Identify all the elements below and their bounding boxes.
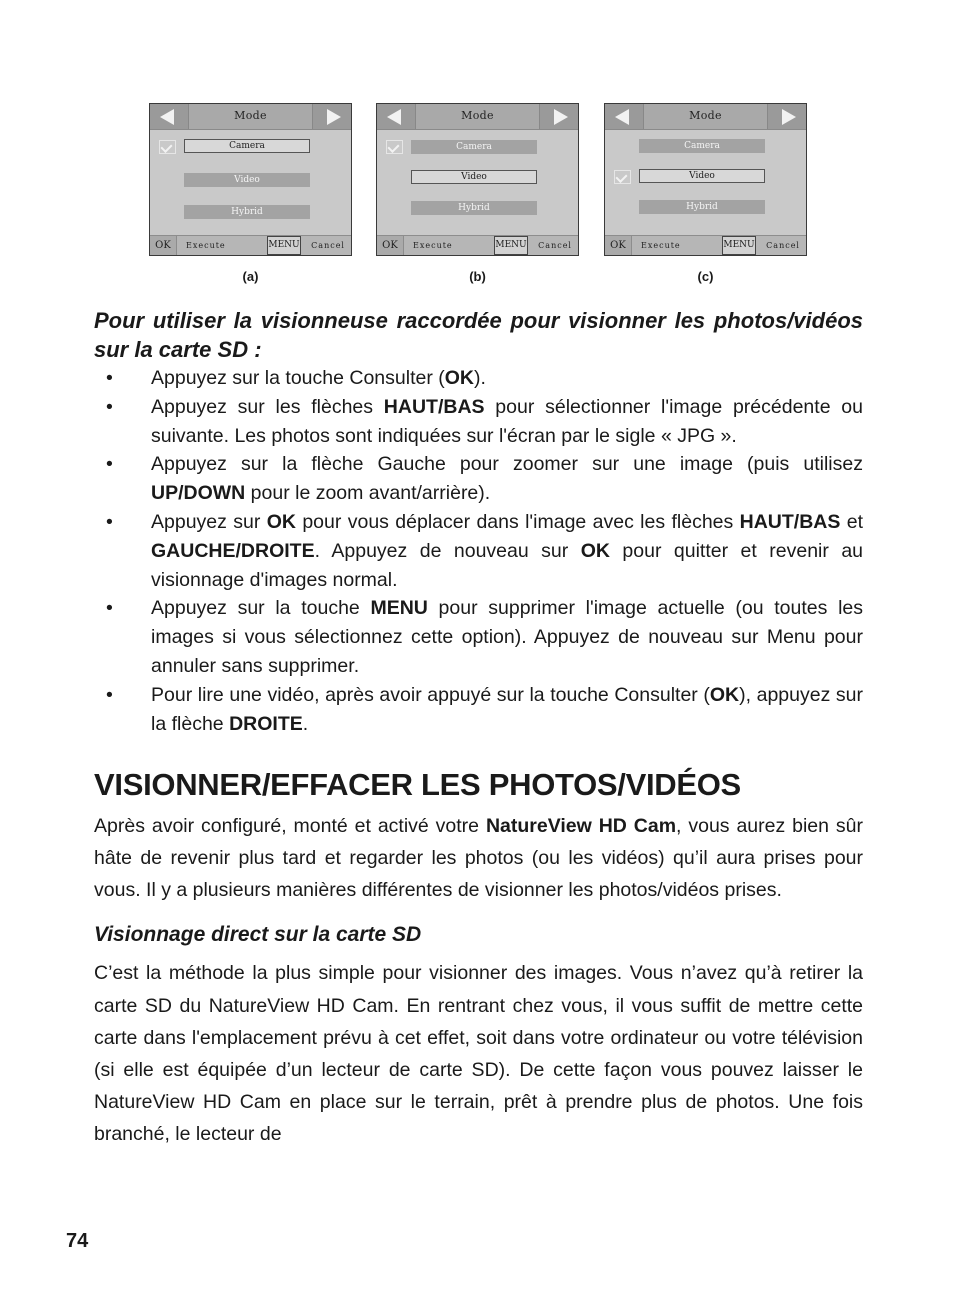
next-arrow-button[interactable]	[312, 104, 351, 129]
bullet-icon: •	[106, 510, 113, 533]
intro-paragraph	[94, 810, 863, 906]
execute-label: Execute	[413, 241, 453, 250]
mode-header	[377, 104, 578, 130]
ok-button[interactable]: OK	[150, 236, 177, 255]
prev-arrow-button[interactable]	[605, 104, 644, 129]
bold-term: HAUT/BAS	[739, 510, 841, 533]
mode-screen-c	[604, 103, 807, 256]
viewer-instructions-list	[94, 364, 863, 738]
text-run: Appuyez sur la touche	[151, 597, 371, 620]
page-content	[94, 306, 863, 1151]
next-arrow-button[interactable]	[539, 104, 578, 129]
bold-term: DROITE	[229, 712, 303, 735]
list-item	[94, 594, 863, 680]
soft-key-bar	[377, 235, 578, 255]
bold-term: OK	[580, 539, 610, 562]
checkmark-icon	[159, 140, 176, 154]
text-run: Après avoir configuré, monté et activé votre	[94, 815, 486, 838]
prev-arrow-button[interactable]	[377, 104, 416, 129]
execute-label: Execute	[641, 241, 681, 250]
list-item	[94, 508, 863, 594]
arrow-right-icon	[327, 109, 341, 125]
text-run: ).	[474, 367, 486, 389]
arrow-left-icon	[160, 109, 174, 125]
bullet-text	[151, 396, 863, 447]
list-item	[94, 450, 863, 508]
menu-button[interactable]: MENU	[267, 236, 301, 255]
cancel-label: Cancel	[538, 241, 572, 250]
figure-caption-c: (c)	[697, 269, 714, 284]
list-item	[94, 681, 863, 739]
option-hybrid[interactable]: Hybrid	[184, 205, 310, 219]
arrow-right-icon	[782, 109, 796, 125]
option-hybrid[interactable]: Hybrid	[411, 201, 537, 215]
bold-term: OK	[444, 367, 474, 389]
bold-term: NatureView HD Cam	[485, 815, 677, 838]
bold-term: HAUT/BAS	[383, 395, 485, 418]
text-run: Appuyez sur la touche Consulter (	[151, 367, 445, 389]
cancel-label: Cancel	[311, 241, 345, 250]
mode-title: Mode	[234, 109, 267, 122]
figure-caption-a: (a)	[242, 269, 259, 284]
text-run: ), appuyez sur la flèche	[151, 683, 864, 735]
text-run: pour le zoom avant/arrière).	[245, 482, 491, 505]
arrow-right-icon	[554, 109, 568, 125]
bullet-icon: •	[106, 597, 113, 620]
menu-button[interactable]: MENU	[494, 236, 528, 255]
screen-c-figure	[604, 103, 807, 284]
bold-term: GAUCHE/DROITE	[151, 539, 315, 562]
text-run: , vous aurez bien sûr hâte de revenir plus tard et regarder les photos (ou les vidéos) qu’il aura prises pour vous. Il y a plusieurs manières différentes de visionner les photos/vidéos prises.	[94, 815, 863, 902]
ok-button[interactable]: OK	[605, 236, 632, 255]
mode-title: Mode	[461, 109, 494, 122]
mode-title: Mode	[689, 109, 722, 122]
option-camera[interactable]: Camera	[411, 140, 537, 154]
bullet-icon: •	[106, 395, 113, 418]
text-run: Appuyez sur la flèche Gauche pour zoomer sur une image (puis utilisez	[151, 453, 863, 476]
bullet-text	[151, 453, 863, 504]
cancel-label: Cancel	[766, 241, 800, 250]
list-item	[94, 393, 863, 451]
next-arrow-button[interactable]	[767, 104, 806, 129]
arrow-left-icon	[387, 109, 401, 125]
bold-term: OK	[709, 683, 740, 706]
soft-key-bar	[605, 235, 806, 255]
checkmark-icon	[614, 170, 631, 184]
text-run: Appuyez sur	[151, 510, 267, 533]
mode-header	[150, 104, 351, 130]
bullet-text	[151, 684, 863, 735]
mode-screen-b	[376, 103, 579, 256]
text-run: . Appuyez de nouveau sur	[314, 539, 581, 562]
section-title: VISIONNER/EFFACER LES PHOTOS/VIDÉOS	[94, 767, 741, 803]
list-item	[94, 364, 863, 393]
page-number: 74	[66, 1230, 89, 1252]
option-video[interactable]: Video	[184, 173, 310, 187]
bullet-text	[151, 367, 486, 389]
bold-term: MENU	[370, 597, 428, 620]
bullet-icon: •	[106, 683, 113, 706]
screen-a-figure	[149, 103, 352, 284]
bullet-text	[151, 597, 863, 677]
bullet-text	[151, 511, 863, 591]
direct-sd-paragraph	[94, 957, 863, 1150]
bullet-icon: •	[106, 453, 113, 476]
bold-term: UP/DOWN	[151, 482, 246, 505]
text-run: pour sélectionner l'image précédente ou suivante. Les photos sont indiquées sur l'écran par le sigle « JPG ».	[151, 395, 863, 447]
text-run: C’est la méthode la plus simple pour visionner des images. Vous n’avez qu’à retirer la carte SD du NatureView HD Cam. En rentrant chez vous, il vous suffit de mettre cette carte dans l'emplacement prévu à cet effet, soit dans votre ordinateur ou votre télévision (si elle est équipée d’un lecteur de carte SD). De cette façon vous pouvez laisser le NatureView HD Cam en place sur le terrain, prêt à prendre plus de photos. Une fois branché, le lecteur de	[94, 962, 863, 1146]
text-run: Pour lire une vidéo, après avoir appuyé sur la touche Consulter (	[151, 683, 710, 706]
viewer-heading: Pour utiliser la visionneuse raccordée pour visionner les photos/vidéos sur la carte SD :	[94, 308, 863, 362]
option-camera[interactable]: Camera	[639, 139, 765, 153]
prev-arrow-button[interactable]	[150, 104, 189, 129]
text-run: et	[840, 510, 864, 533]
figure-caption-b: (b)	[469, 269, 486, 284]
option-video[interactable]: Video	[411, 170, 537, 184]
text-run: pour vous déplacer dans l'image avec les flèches	[295, 510, 740, 533]
screen-b-figure	[376, 103, 579, 284]
execute-label: Execute	[186, 241, 226, 250]
option-video[interactable]: Video	[639, 169, 765, 183]
bold-term: OK	[266, 510, 296, 533]
arrow-left-icon	[615, 109, 629, 125]
text-run: .	[302, 712, 309, 735]
mode-header	[605, 104, 806, 130]
text-run: pour quitter et revenir au visionnage d'images normal.	[151, 539, 864, 591]
bullet-icon: •	[106, 367, 113, 389]
menu-button[interactable]: MENU	[722, 236, 756, 255]
subheading-direct-sd: Visionnage direct sur la carte SD	[94, 923, 422, 947]
option-hybrid[interactable]: Hybrid	[639, 200, 765, 214]
option-camera[interactable]: Camera	[184, 139, 310, 153]
ok-button[interactable]: OK	[377, 236, 404, 255]
mode-screens-figure	[149, 103, 809, 293]
soft-key-bar	[150, 235, 351, 255]
text-run: pour supprimer l'image actuelle (ou toutes les images si vous sélectionnez cette option). Appuyez de nouveau sur Menu pour annuler sans supprimer.	[151, 597, 863, 677]
text-run: Appuyez sur les flèches	[151, 395, 384, 418]
mode-screen-a	[149, 103, 352, 256]
checkmark-icon	[386, 140, 403, 154]
